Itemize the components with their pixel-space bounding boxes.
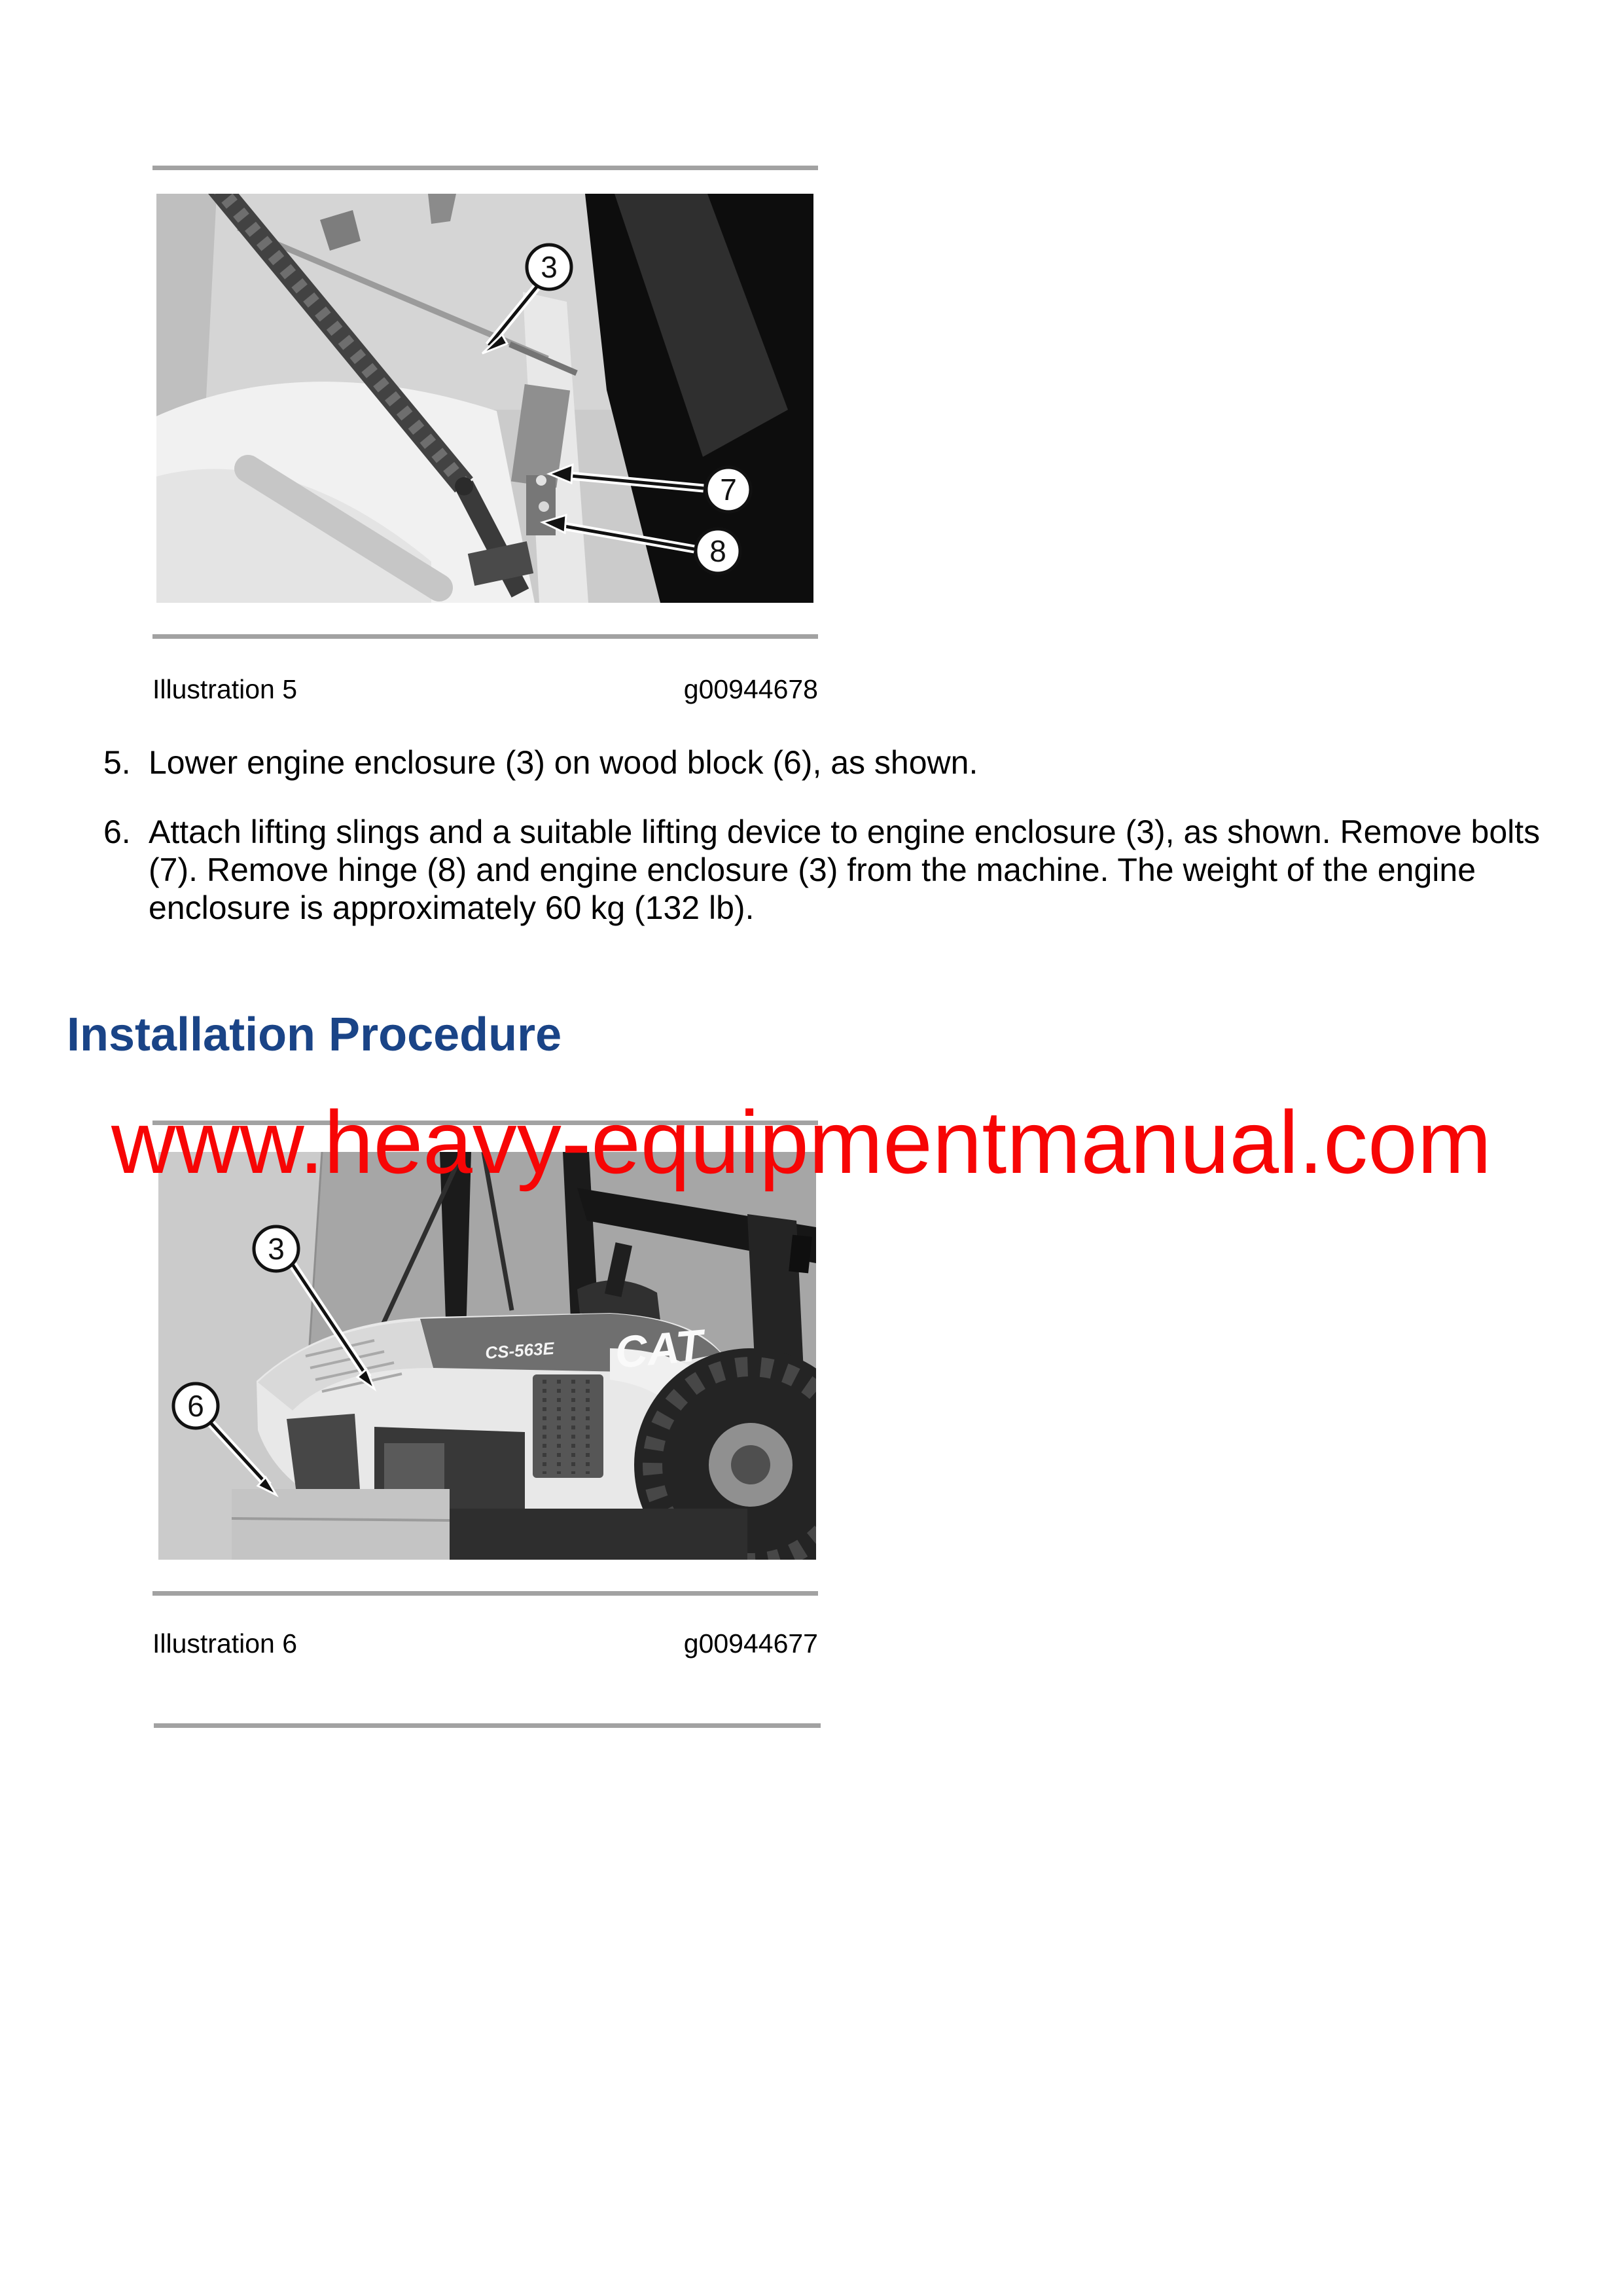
divider-below-illustration-5 [152, 634, 818, 639]
figure-caption-label: Illustration 5 [152, 674, 298, 704]
illustration-5-photo [156, 194, 813, 603]
section-heading: Installation Procedure [67, 1008, 562, 1061]
illustration-5-caption [152, 673, 818, 706]
compactor-machine-photo [158, 1152, 816, 1560]
figure-id: g00944678 [683, 674, 818, 704]
mirror [789, 1235, 812, 1274]
illustration-6-photo [158, 1152, 816, 1560]
callout-8-number: 8 [709, 534, 726, 568]
callout-3-number: 3 [541, 250, 558, 284]
engine-enclosure-hinge-photo [156, 194, 813, 603]
step-5-text: Lower engine enclosure (3) on wood block (6), as shown. [149, 744, 978, 781]
bolt [539, 501, 549, 512]
watermark-text: www.heavy-equipmentmanual.com [111, 1092, 1491, 1192]
figure-id: g00944677 [683, 1628, 818, 1659]
callout-6-number: 6 [187, 1389, 204, 1423]
step-6 [103, 813, 1556, 927]
figure-caption-label: Illustration 6 [152, 1628, 298, 1659]
step-5-number: 5. [103, 744, 131, 781]
bolt [536, 475, 546, 486]
step-6-number: 6. [103, 814, 131, 850]
model-decal: CS-563E [484, 1338, 555, 1363]
step-6-text: Attach lifting slings and a suitable lifting device to engine enclosure (3), as shown. Remove bolts (7). Remove hinge (8) and engine enclosure (3) from the machine. The weight of the engine enclosure is approximately 60 kg (132 lb). [149, 814, 1541, 926]
step-5 [103, 744, 1556, 781]
callout-3-number: 3 [268, 1232, 285, 1266]
wood-block-base [232, 1489, 450, 1560]
divider-below-illustration-6 [152, 1591, 818, 1596]
callout-7-number: 7 [720, 473, 737, 507]
brand-decal: CAT [613, 1320, 705, 1378]
strap-hook [455, 477, 473, 495]
illustration-6-caption [152, 1627, 818, 1660]
divider-above-illustration-5 [152, 166, 818, 170]
bottom-divider [154, 1723, 821, 1728]
